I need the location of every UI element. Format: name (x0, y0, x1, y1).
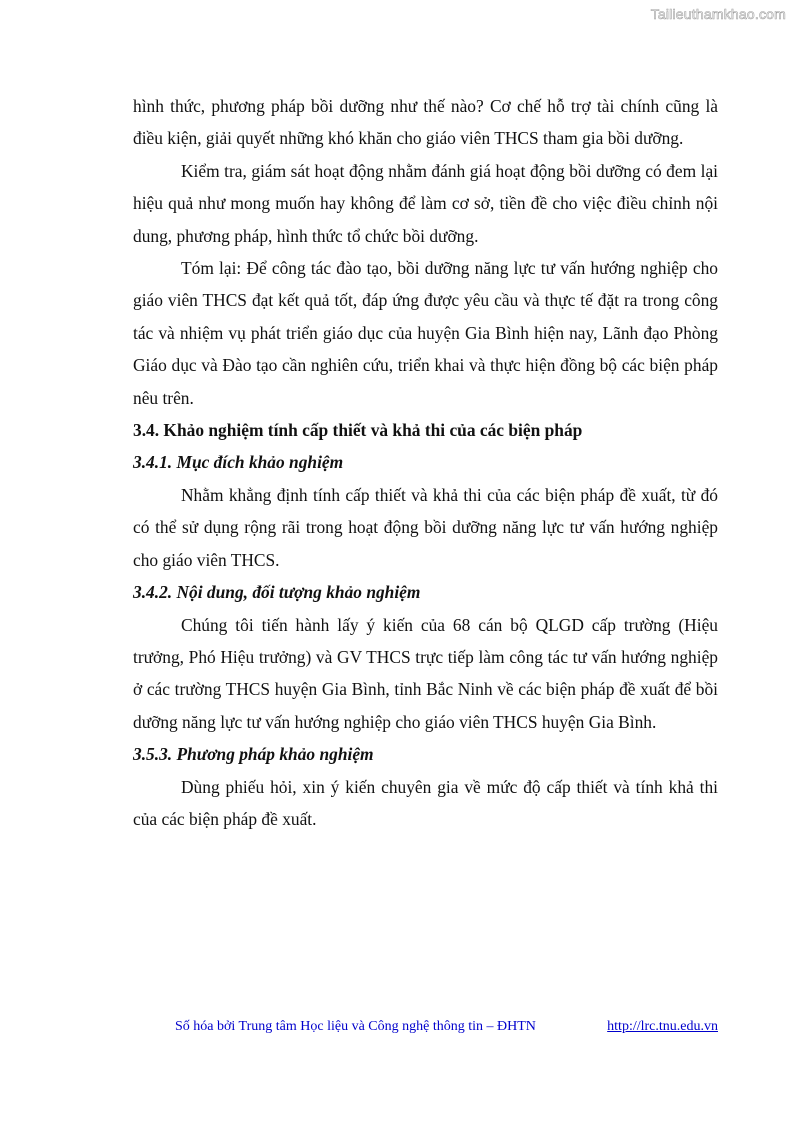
footer-digitized-by: Số hóa bởi Trung tâm Học liệu và Công nghệ thông tin – ĐHTN (175, 1019, 536, 1034)
paragraph-purpose: Nhằm khẳng định tính cấp thiết và khả thi của các biện pháp đề xuất, từ đó có thể sử dụng rộng rãi trong hoạt động bồi dưỡng năng lực tư vấn hướng nghiệp cho giáo viên THCS. (133, 484, 718, 570)
subsection-heading-3-5-3: 3.5.3. Phương pháp khảo nghiệm (133, 744, 374, 765)
paragraph-summary: Tóm lại: Để công tác đào tạo, bồi dưỡng năng lực tư vấn hướng nghiệp cho giáo viên THCS đạt kết quả tốt, đáp ứng được yêu cầu và thực tế đặt ra trong công tác và nhiệm vụ phát triển giáo dục của huyện Gia Bình hiện nay, Lãnh đạo Phòng Giáo dục và Đào tạo cần nghiên cứu, triển khai và thực hiện đồng bộ các biện pháp nêu trên. (133, 258, 718, 408)
watermark: Tailieuthamkhao.com (650, 6, 786, 22)
paragraph-continuation: hình thức, phương pháp bồi dưỡng như thế nào? Cơ chế hỗ trợ tài chính cũng là điều kiện, giải quyết những khó khăn cho giáo viên THCS tham gia bồi dưỡng. (133, 96, 718, 149)
paragraph-content-subjects: Chúng tôi tiến hành lấy ý kiến của 68 cán bộ QLGD cấp trường (Hiệu trưởng, Phó Hiệu trưởng) và GV THCS trực tiếp làm công tác tư vấn hướng nghiệp ở các trường THCS huyện Gia Bình, tỉnh Bắc Ninh về các biện pháp đề xuất để bồi dưỡng năng lực tư vấn hướng nghiệp cho giáo viên THCS huyện Gia Bình. (133, 614, 718, 732)
footer-link[interactable]: http://lrc.tnu.edu.vn (607, 1019, 718, 1034)
page-footer (175, 1019, 718, 1035)
subsection-heading-3-4-1: 3.4.1. Mục đích khảo nghiệm (133, 452, 344, 473)
section-heading-3-4: 3.4. Khảo nghiệm tính cấp thiết và khả thi của các biện pháp (133, 420, 583, 441)
document-body (133, 90, 718, 835)
subsection-heading-3-4-2: 3.4.2. Nội dung, đối tượng khảo nghiệm (133, 582, 421, 603)
paragraph-method: Dùng phiếu hỏi, xin ý kiến chuyên gia về mức độ cấp thiết và tính khả thi của các biện pháp đề xuất. (133, 776, 718, 829)
paragraph-inspection: Kiểm tra, giám sát hoạt động nhằm đánh giá hoạt động bồi dưỡng có đem lại hiệu quả như mong muốn hay không để làm cơ sở, tiền đề cho việc điều chỉnh nội dung, phương pháp, hình thức tổ chức bồi dưỡng. (133, 160, 718, 246)
